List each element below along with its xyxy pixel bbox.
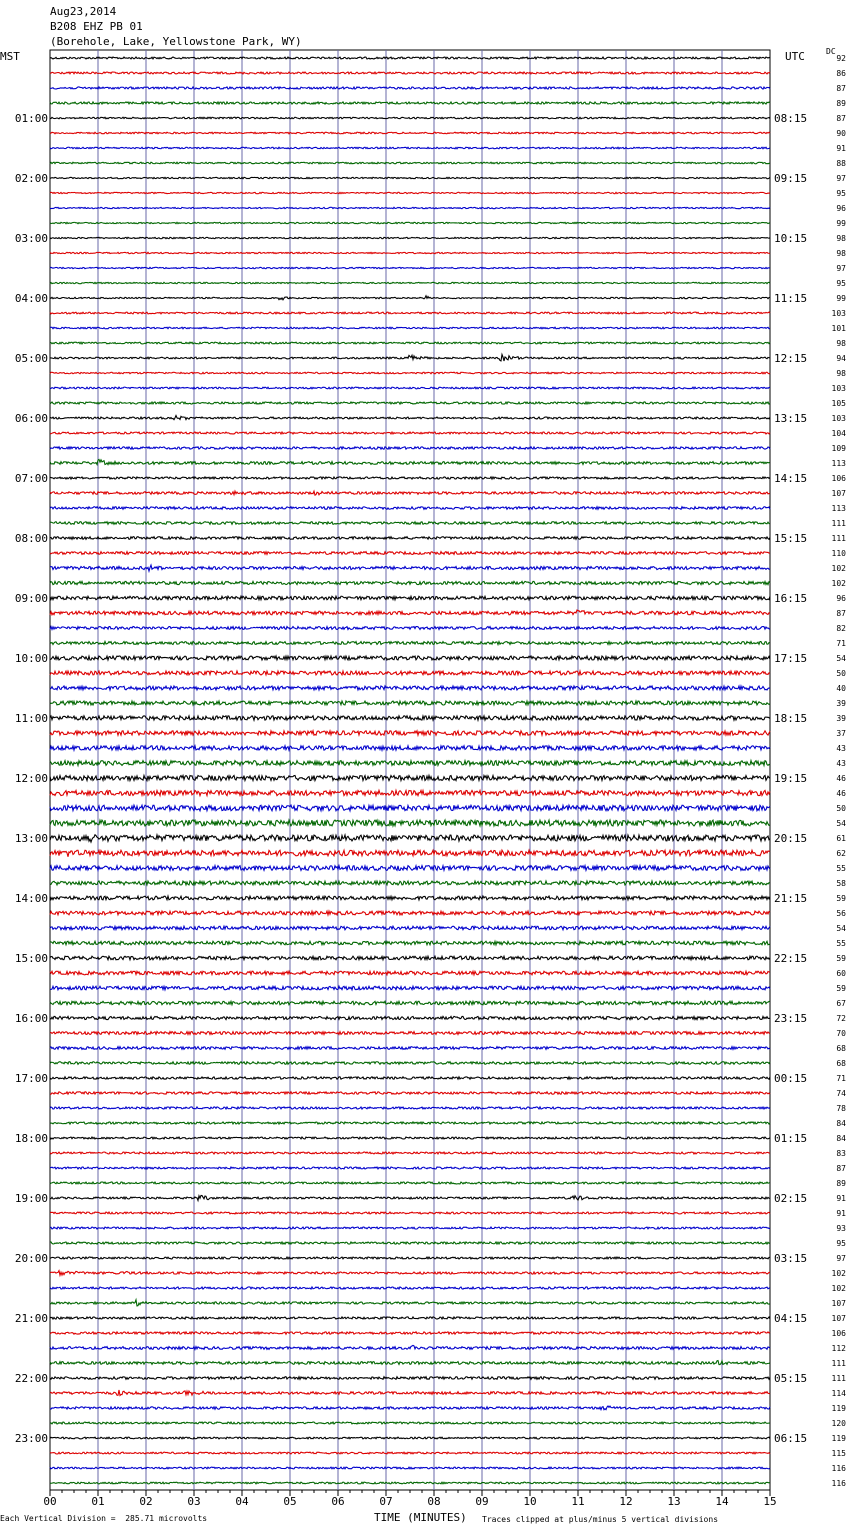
x-tick-label: 07 [379, 1495, 393, 1508]
mst-hour-label: 03:00 [14, 232, 48, 245]
dc-value-label: 113 [831, 459, 846, 468]
dc-value-label: 56 [836, 909, 846, 918]
trace-0 [50, 57, 770, 59]
trace-42 [50, 686, 770, 690]
trace-91 [50, 1422, 770, 1424]
utc-hour-label: 09:15 [774, 172, 808, 185]
mst-hour-label: 07:00 [14, 472, 48, 485]
mst-hour-label: 05:00 [14, 352, 48, 365]
dc-value-label: 37 [836, 729, 846, 738]
dc-value-label: 55 [836, 939, 846, 948]
utc-axis-title: UTC [785, 50, 805, 63]
trace-75 [50, 1182, 770, 1184]
mst-hour-label: 14:00 [14, 892, 48, 905]
trace-68 [50, 1077, 770, 1079]
dc-value-label: 46 [836, 774, 846, 783]
utc-hour-label: 10:15 [774, 232, 808, 245]
dc-value-label: 87 [836, 1164, 846, 1173]
trace-25 [50, 432, 770, 434]
dc-value-label: 46 [836, 789, 846, 798]
trace-20 [50, 354, 770, 361]
x-tick-label: 03 [187, 1495, 201, 1508]
mst-hour-label: 19:00 [14, 1192, 48, 1205]
mst-axis-title: MST [0, 50, 20, 63]
trace-18 [50, 327, 770, 329]
trace-32 [50, 537, 770, 540]
trace-48 [50, 775, 770, 780]
trace-69 [50, 1092, 770, 1094]
x-tick-label: 04 [235, 1495, 249, 1508]
utc-hour-label: 02:15 [774, 1192, 808, 1205]
dc-value-label: 59 [836, 954, 846, 963]
dc-value-label: 97 [836, 174, 846, 183]
utc-hour-label: 00:15 [774, 1072, 808, 1085]
trace-95 [50, 1482, 770, 1484]
dc-value-label: 106 [831, 474, 846, 483]
dc-value-label: 54 [836, 924, 846, 933]
utc-hour-label: 22:15 [774, 952, 808, 965]
dc-value-label: 39 [836, 714, 846, 723]
trace-38 [50, 627, 770, 630]
dc-value-label: 113 [831, 504, 846, 513]
trace-83 [50, 1300, 770, 1306]
dc-value-label: 119 [831, 1434, 846, 1443]
trace-5 [50, 132, 770, 134]
dc-value-label: 58 [836, 879, 846, 888]
mst-hour-label: 02:00 [14, 172, 48, 185]
trace-43 [50, 701, 770, 705]
dc-value-label: 102 [831, 564, 846, 573]
dc-value-label: 87 [836, 609, 846, 618]
utc-hour-label: 14:15 [774, 472, 808, 485]
trace-72 [50, 1137, 770, 1139]
mst-hour-label: 09:00 [14, 592, 48, 605]
station-text: B208 EHZ PB 01 [50, 20, 143, 33]
dc-value-label: 101 [831, 324, 846, 333]
trace-82 [50, 1287, 770, 1289]
trace-89 [50, 1390, 770, 1396]
dc-value-label: 107 [831, 1314, 846, 1323]
trace-63 [50, 1001, 770, 1005]
trace-94 [50, 1467, 770, 1469]
trace-80 [50, 1257, 770, 1259]
dc-value-label: 95 [836, 1239, 846, 1248]
dc-value-label: 50 [836, 804, 846, 813]
dc-value-label: 106 [831, 1329, 846, 1338]
trace-22 [50, 387, 770, 389]
trace-54 [50, 866, 770, 871]
mst-hour-label: 15:00 [14, 952, 48, 965]
trace-52 [50, 835, 770, 842]
trace-79 [50, 1242, 770, 1244]
x-tick-label: 11 [571, 1495, 585, 1508]
dc-value-label: 116 [831, 1464, 846, 1473]
trace-39 [50, 642, 770, 645]
dc-value-label: 111 [831, 519, 846, 528]
dc-value-label: 89 [836, 99, 846, 108]
dc-value-label: 120 [831, 1419, 846, 1428]
dc-value-label: 86 [836, 69, 846, 78]
dc-value-label: 103 [831, 414, 846, 423]
dc-value-label: 99 [836, 219, 846, 228]
trace-86 [50, 1345, 770, 1349]
trace-88 [50, 1377, 770, 1380]
dc-value-label: 40 [836, 684, 846, 693]
dc-value-label: 98 [836, 234, 846, 243]
dc-value-label: 99 [836, 294, 846, 303]
dc-value-label: 115 [831, 1449, 846, 1458]
dc-value-label: 114 [831, 1389, 846, 1398]
x-tick-label: 01 [91, 1495, 105, 1508]
trace-2 [50, 87, 770, 89]
dc-value-label: 107 [831, 1299, 846, 1308]
x-tick-label: 08 [427, 1495, 441, 1508]
utc-hour-label: 15:15 [774, 532, 808, 545]
trace-85 [50, 1332, 770, 1334]
trace-21 [50, 372, 770, 374]
dc-value-label: 95 [836, 279, 846, 288]
dc-value-label: 96 [836, 594, 846, 603]
dc-value-label: 60 [836, 969, 846, 978]
x-tick-label: 13 [667, 1495, 681, 1508]
trace-23 [50, 402, 770, 404]
dc-value-label: 91 [836, 144, 846, 153]
trace-17 [50, 312, 770, 314]
x-axis-title: TIME (MINUTES) [374, 1511, 467, 1524]
scale-note: Each Vertical Division = 285.71 microvolts [0, 1514, 208, 1523]
trace-60 [50, 956, 770, 960]
mst-hour-label: 06:00 [14, 412, 48, 425]
dc-value-label: 59 [836, 984, 846, 993]
trace-8 [50, 177, 770, 178]
trace-44 [50, 716, 770, 720]
dc-value-label: 97 [836, 264, 846, 273]
dc-value-label: 55 [836, 864, 846, 873]
dc-value-label: 102 [831, 1284, 846, 1293]
x-tick-label: 15 [763, 1495, 777, 1508]
x-tick-label: 06 [331, 1495, 345, 1508]
trace-50 [50, 805, 770, 811]
dc-value-label: 119 [831, 1404, 846, 1413]
mst-hour-label: 20:00 [14, 1252, 48, 1265]
utc-hour-label: 01:15 [774, 1132, 808, 1145]
dc-value-label: 102 [831, 579, 846, 588]
dc-value-label: 91 [836, 1209, 846, 1218]
mst-hour-label: 21:00 [14, 1312, 48, 1325]
date-text: Aug23,2014 [50, 5, 117, 18]
x-tick-label: 09 [475, 1495, 489, 1508]
trace-36 [50, 596, 770, 600]
dc-value-label: 116 [831, 1479, 846, 1488]
dc-value-label: 68 [836, 1044, 846, 1053]
trace-77 [50, 1212, 770, 1214]
trace-51 [50, 820, 770, 826]
trace-14 [50, 267, 770, 268]
trace-6 [50, 147, 770, 149]
trace-56 [50, 896, 770, 900]
trace-30 [50, 507, 770, 510]
trace-26 [50, 447, 770, 449]
utc-hour-label: 06:15 [774, 1432, 808, 1445]
trace-9 [50, 192, 770, 193]
utc-hour-label: 16:15 [774, 592, 808, 605]
dc-value-label: 70 [836, 1029, 846, 1038]
trace-76 [50, 1195, 770, 1200]
trace-53 [50, 850, 770, 857]
trace-67 [50, 1062, 770, 1065]
dc-value-label: 90 [836, 129, 846, 138]
trace-93 [50, 1452, 770, 1454]
dc-value-label: 78 [836, 1104, 846, 1113]
trace-59 [50, 941, 770, 945]
utc-hour-label: 05:15 [774, 1372, 808, 1385]
mst-hour-label: 18:00 [14, 1132, 48, 1145]
mst-hour-label: 23:00 [14, 1432, 48, 1445]
mst-hour-label: 10:00 [14, 652, 48, 665]
trace-71 [50, 1122, 770, 1124]
dc-value-label: 109 [831, 444, 846, 453]
utc-hour-label: 12:15 [774, 352, 808, 365]
dc-value-label: 105 [831, 399, 846, 408]
dc-value-label: 82 [836, 624, 846, 633]
utc-hour-label: 21:15 [774, 892, 808, 905]
trace-40 [50, 656, 770, 660]
utc-hour-label: 11:15 [774, 292, 808, 305]
dc-value-label: 98 [836, 249, 846, 258]
dc-value-label: 98 [836, 369, 846, 378]
trace-46 [50, 746, 770, 750]
trace-16 [50, 296, 770, 300]
trace-28 [50, 477, 770, 479]
trace-34 [50, 565, 770, 571]
utc-hour-label: 03:15 [774, 1252, 808, 1265]
dc-value-label: 68 [836, 1059, 846, 1068]
trace-3 [50, 102, 770, 104]
trace-4 [50, 117, 770, 119]
utc-hour-label: 13:15 [774, 412, 808, 425]
trace-84 [50, 1317, 770, 1319]
dc-value-label: 97 [836, 1254, 846, 1263]
utc-hour-label: 19:15 [774, 772, 808, 785]
trace-19 [50, 342, 770, 344]
dc-value-label: 74 [836, 1089, 846, 1098]
mst-hour-label: 22:00 [14, 1372, 48, 1385]
trace-10 [50, 207, 770, 208]
trace-92 [50, 1437, 770, 1439]
trace-64 [50, 1016, 770, 1019]
dc-value-label: 111 [831, 534, 846, 543]
mst-hour-label: 04:00 [14, 292, 48, 305]
trace-24 [50, 416, 770, 420]
clip-note: Traces clipped at plus/minus 5 vertical divisions [482, 1515, 719, 1524]
mst-hour-label: 01:00 [14, 112, 48, 125]
x-tick-label: 14 [715, 1495, 729, 1508]
dc-value-label: 107 [831, 489, 846, 498]
dc-value-label: 110 [831, 549, 846, 558]
dc-value-label: 71 [836, 639, 846, 648]
dc-value-label: 84 [836, 1119, 846, 1128]
mst-hour-label: 12:00 [14, 772, 48, 785]
trace-29 [50, 491, 770, 495]
trace-11 [50, 222, 770, 223]
dc-value-label: 111 [831, 1374, 846, 1383]
trace-47 [50, 761, 770, 766]
dc-value-label: 104 [831, 429, 846, 438]
trace-7 [50, 162, 770, 164]
trace-12 [50, 237, 770, 238]
trace-15 [50, 282, 770, 283]
x-tick-label: 00 [43, 1495, 57, 1508]
trace-66 [50, 1047, 770, 1050]
dc-value-label: 39 [836, 699, 846, 708]
dc-value-label: 43 [836, 759, 846, 768]
trace-62 [50, 986, 770, 990]
mst-hour-label: 11:00 [14, 712, 48, 725]
dc-value-label: 94 [836, 354, 846, 363]
utc-hour-label: 04:15 [774, 1312, 808, 1325]
utc-hour-label: 18:15 [774, 712, 808, 725]
trace-31 [50, 522, 770, 525]
dc-value-label: 72 [836, 1014, 846, 1023]
dc-value-label: 92 [836, 54, 846, 63]
trace-57 [50, 911, 770, 915]
dc-value-label: 71 [836, 1074, 846, 1083]
trace-78 [50, 1227, 770, 1229]
dc-value-label: 98 [836, 339, 846, 348]
dc-value-label: 62 [836, 849, 846, 858]
dc-value-label: 87 [836, 84, 846, 93]
trace-58 [50, 926, 770, 930]
dc-value-label: 96 [836, 204, 846, 213]
dc-value-label: 50 [836, 669, 846, 678]
trace-81 [50, 1271, 770, 1276]
x-tick-label: 12 [619, 1495, 633, 1508]
dc-value-label: 67 [836, 999, 846, 1008]
trace-70 [50, 1107, 770, 1109]
trace-87 [50, 1361, 770, 1365]
utc-hour-label: 20:15 [774, 832, 808, 845]
trace-41 [50, 671, 770, 675]
dc-value-label: 111 [831, 1359, 846, 1368]
dc-value-label: 59 [836, 894, 846, 903]
trace-61 [50, 971, 770, 975]
trace-27 [50, 459, 770, 464]
utc-hour-label: 17:15 [774, 652, 808, 665]
dc-value-label: 61 [836, 834, 846, 843]
trace-73 [50, 1152, 770, 1154]
trace-37 [50, 610, 770, 615]
x-tick-label: 05 [283, 1495, 297, 1508]
dc-value-label: 54 [836, 654, 846, 663]
mst-hour-label: 17:00 [14, 1072, 48, 1085]
dc-value-label: 43 [836, 744, 846, 753]
dc-value-label: 83 [836, 1149, 846, 1158]
dc-axis-title: DC [826, 47, 836, 56]
mst-hour-label: 08:00 [14, 532, 48, 545]
location-text: (Borehole, Lake, Yellowstone Park, WY) [50, 35, 302, 48]
trace-90 [50, 1406, 770, 1410]
trace-35 [50, 581, 770, 584]
dc-value-label: 87 [836, 114, 846, 123]
x-tick-label: 02 [139, 1495, 153, 1508]
dc-value-label: 102 [831, 1269, 846, 1278]
trace-1 [50, 72, 770, 74]
dc-value-label: 93 [836, 1224, 846, 1233]
dc-value-label: 89 [836, 1179, 846, 1188]
trace-45 [50, 731, 770, 735]
dc-value-label: 112 [831, 1344, 846, 1353]
trace-13 [50, 252, 770, 253]
utc-hour-label: 08:15 [774, 112, 808, 125]
dc-value-label: 95 [836, 189, 846, 198]
x-tick-label: 10 [523, 1495, 537, 1508]
trace-65 [50, 1032, 770, 1035]
utc-hour-label: 23:15 [774, 1012, 808, 1025]
dc-value-label: 84 [836, 1134, 846, 1143]
trace-74 [50, 1167, 770, 1169]
trace-49 [50, 790, 770, 795]
mst-hour-label: 16:00 [14, 1012, 48, 1025]
mst-hour-label: 13:00 [14, 832, 48, 845]
dc-value-label: 91 [836, 1194, 846, 1203]
dc-value-label: 54 [836, 819, 846, 828]
dc-value-label: 103 [831, 309, 846, 318]
trace-55 [50, 881, 770, 885]
dc-value-label: 88 [836, 159, 846, 168]
trace-33 [50, 552, 770, 555]
dc-value-label: 103 [831, 384, 846, 393]
